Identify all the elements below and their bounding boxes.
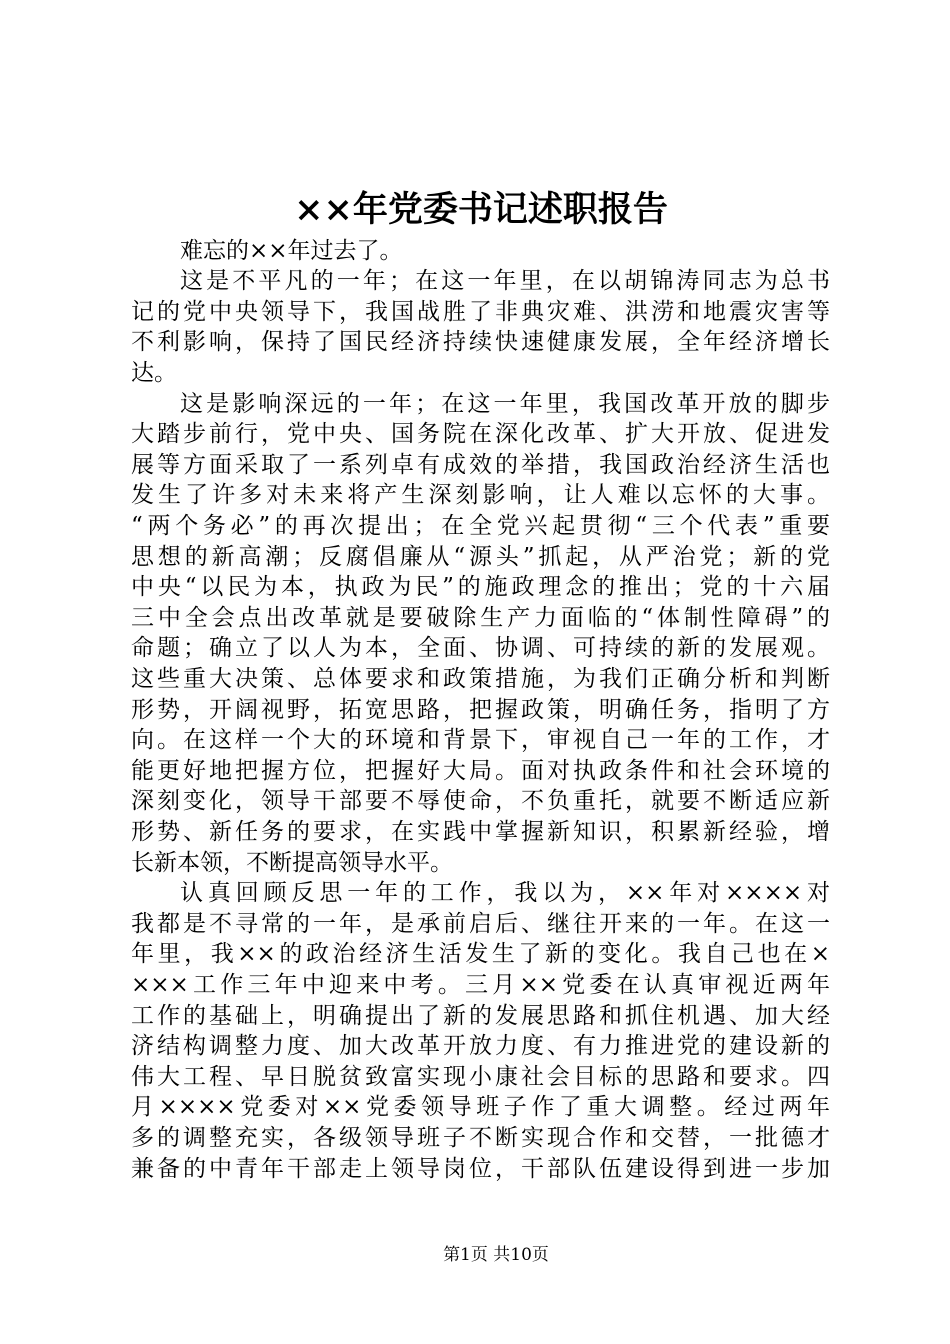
paragraph-line: 济结构调整力度、加大改革开放力度、有力推进党的建设新的: [131, 1033, 830, 1060]
paragraph: [131, 266, 830, 388]
paragraph-line: 深刻变化，领导干部要不辱使命，不负重托，就要不断适应新: [131, 788, 830, 815]
paragraph-line: 三中全会点出改革就是要破除生产力面临的“体制性障碍”的: [131, 604, 830, 631]
paragraph-line: 伟大工程、早日脱贫致富实现小康社会目标的思路和要求。四: [131, 1063, 830, 1090]
paragraph-line: “两个务必”的再次提出；在全党兴起贯彻“三个代表”重要: [131, 513, 830, 540]
paragraph-line: ×××工作三年中迎来中考。三月××党委在认真审视近两年: [131, 971, 830, 998]
paragraph-line: 难忘的××年过去了。: [180, 237, 403, 264]
paragraph-line: 发生了许多对未来将产生深刻影响，让人难以忘怀的大事。: [131, 482, 830, 509]
paragraph: [131, 389, 830, 879]
paragraph-line: 达。: [131, 360, 177, 387]
paragraph-line: 思想的新高潮；反腐倡廉从“源头”抓起，从严治党；新的党: [131, 543, 830, 570]
paragraph-line: 多的调整充实，各级领导班子不断实现合作和交替，一批德才: [131, 1124, 830, 1151]
paragraph-line: 大踏步前行，党中央、国务院在深化改革、扩大开放、促进发: [131, 421, 830, 448]
paragraph-line: 这是影响深远的一年；在这一年里，我国改革开放的脚步: [180, 390, 830, 417]
document-title: ××年党委书记述职报告: [294, 189, 668, 230]
paragraph: [131, 236, 830, 267]
paragraph-line: 向。在这样一个大的环境和背景下，审视自己一年的工作，才: [131, 727, 830, 754]
paragraph-line: 形势、新任务的要求，在实践中掌握新知识，积累新经验，增: [131, 818, 830, 845]
paragraph-line: 工作的基础上，明确提出了新的发展思路和抓住机遇、加大经: [131, 1002, 830, 1029]
paragraph-line: 展等方面采取了一系列卓有成效的举措，我国政治经济生活也: [131, 451, 830, 478]
paragraph-line: 这些重大决策、总体要求和政策措施，为我们正确分析和判断: [131, 666, 830, 692]
paragraph-line: 记的党中央领导下，我国战胜了非典灾难、洪涝和地震灾害等: [131, 298, 830, 325]
paragraph-line: 不利影响，保持了国民经济持续快速健康发展，全年经济增长: [131, 329, 830, 356]
paragraph-line: 这是不平凡的一年；在这一年里，在以胡锦涛同志为总书: [180, 268, 830, 295]
paragraph-line: 月××××党委对××党委领导班子作了重大调整。经过两年: [131, 1094, 830, 1121]
paragraph-line: 形势，开阔视野，拓宽思路，把握政策，明确任务，指明了方: [131, 696, 830, 723]
paragraph-line: 命题；确立了以人为本，全面、协调、可持续的新的发展观。: [131, 635, 830, 662]
paragraph-line: 兼备的中青年干部走上领导岗位，干部队伍建设得到进一步加: [131, 1155, 830, 1182]
paragraph-line: 中央“以民为本，执政为民”的施政理念的推出；党的十六届: [131, 574, 830, 601]
page-footer: 第1页 共10页: [443, 1245, 549, 1265]
paragraph-line: 年里，我××的政治经济生活发生了新的变化。我自己也在×: [131, 941, 830, 968]
paragraph-line: 长新本领，不断提高领导水平。: [131, 849, 453, 876]
paragraph-line: 认真回顾反思一年的工作，我以为，××年对××××对: [180, 880, 830, 907]
paragraph-line: 能更好地把握方位，把握好大局。面对执政条件和社会环境的: [131, 757, 830, 784]
paragraph: [131, 878, 830, 1184]
document-body: [131, 236, 830, 1184]
paragraph-line: 我都是不寻常的一年，是承前启后、继往开来的一年。在这一: [131, 910, 830, 937]
